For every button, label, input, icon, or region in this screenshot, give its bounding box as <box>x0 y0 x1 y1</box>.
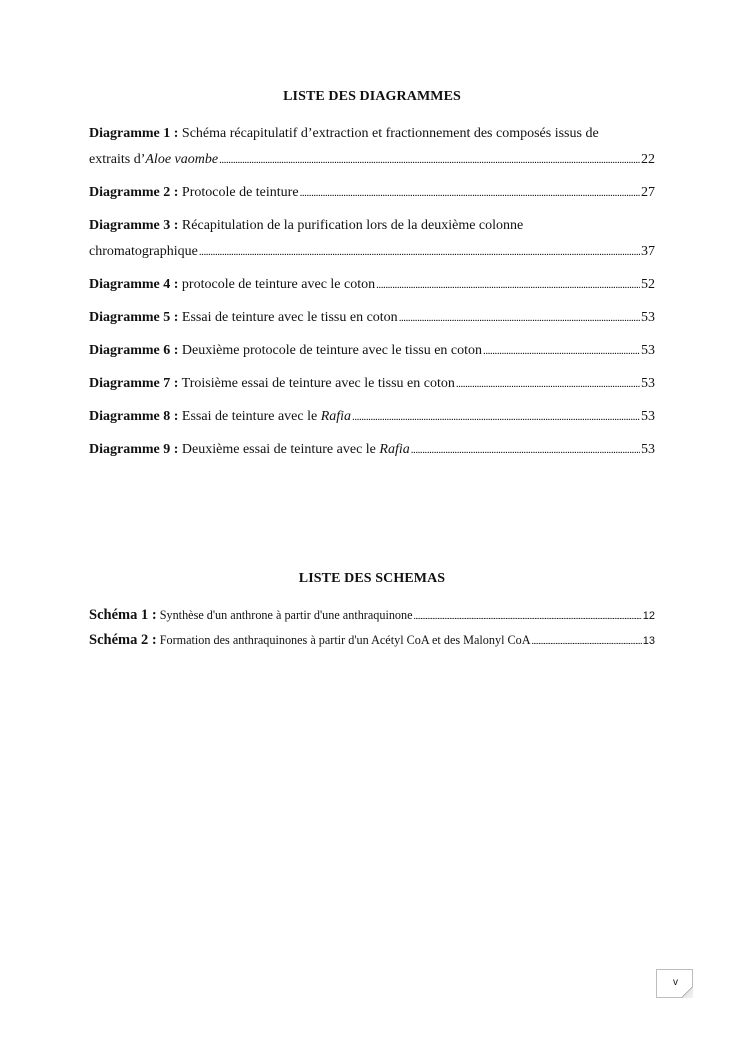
entry-page-number: 27 <box>641 185 655 200</box>
toc-entry-diagram-1[interactable] <box>89 121 655 173</box>
entry-text-italic: Aloe vaombe <box>145 152 219 167</box>
entry-page-number: 53 <box>641 343 655 358</box>
entry-text-italic: Rafia <box>379 442 410 457</box>
entry-text-italic: Rafia <box>320 409 352 424</box>
entry-page-number: 12 <box>642 610 655 622</box>
entry-label: Diagramme 7 : <box>89 376 179 391</box>
entry-label: Diagramme 1 : <box>89 126 179 141</box>
dot-leader <box>300 180 640 206</box>
entry-label: Schéma 1 : <box>89 607 157 623</box>
dot-leader <box>411 437 640 463</box>
page-curl-icon <box>681 986 693 998</box>
schema-list <box>89 603 655 653</box>
entry-label: Diagramme 6 : <box>89 343 179 358</box>
entry-page-number: 53 <box>641 376 655 391</box>
entry-page-number: 53 <box>641 442 655 457</box>
dot-leader <box>456 371 640 397</box>
entry-text: protocole de teinture avec le coton <box>178 277 376 292</box>
page-number: v <box>673 977 678 988</box>
entry-label: Diagramme 3 : <box>89 218 179 233</box>
entry-label: Diagramme 4 : <box>89 277 179 292</box>
entry-text: Essai de teinture avec le <box>178 409 321 424</box>
entry-text: Essai de teinture avec le tissu en coton <box>178 310 398 325</box>
entry-label: Diagramme 9 : <box>89 442 179 457</box>
toc-entry-diagram-8[interactable] <box>89 404 655 430</box>
entry-text: Protocole de teinture <box>178 185 299 200</box>
dot-leader <box>199 239 640 265</box>
entry-page-number: 22 <box>641 152 655 167</box>
dot-leader <box>483 338 640 364</box>
toc-entry-diagram-5[interactable] <box>89 305 655 331</box>
dot-leader <box>352 404 640 430</box>
dot-leader <box>414 604 642 628</box>
entry-text: Schéma récapitulatif d’extraction et fractionnement des composés issus de <box>178 126 599 141</box>
entry-page-number: 53 <box>641 409 655 424</box>
toc-entry-diagram-6[interactable] <box>89 338 655 364</box>
entry-label: Schéma 2 : <box>89 632 157 648</box>
entry-label: Diagramme 8 : <box>89 409 179 424</box>
page-number-box <box>656 969 693 998</box>
entry-label: Diagramme 5 : <box>89 310 179 325</box>
list-title-diagrams: LISTE DES DIAGRAMMES <box>283 89 461 104</box>
entry-page-number: 52 <box>641 277 655 292</box>
entry-text-cont: chromatographique <box>89 244 198 259</box>
entry-label: Diagramme 2 : <box>89 185 179 200</box>
list-title-schemas: LISTE DES SCHEMAS <box>298 571 446 586</box>
toc-entry-schema-2[interactable] <box>89 628 655 653</box>
entry-page-number: 13 <box>642 635 655 647</box>
toc-entry-diagram-2[interactable] <box>89 180 655 206</box>
entry-text: Formation des anthraquinones à partir d'un Acétyl CoA et des Malonyl CoA <box>156 633 531 647</box>
entry-page-number: 37 <box>641 244 655 259</box>
toc-entry-diagram-4[interactable] <box>89 272 655 298</box>
entry-text: Synthèse d'un anthrone à partir d'une anthraquinone <box>156 608 413 622</box>
entry-text-cont: extraits d’ <box>89 152 146 167</box>
dot-leader <box>532 629 642 653</box>
dot-leader <box>219 147 640 173</box>
dot-leader <box>376 272 640 298</box>
entry-text: Récapitulation de la purification lors de la deuxième colonne <box>178 218 524 233</box>
toc-entry-diagram-9[interactable] <box>89 437 655 463</box>
entry-text: Deuxième essai de teinture avec le <box>178 442 380 457</box>
dot-leader <box>399 305 640 331</box>
entry-page-number: 53 <box>641 310 655 325</box>
diagram-list <box>89 121 655 463</box>
toc-entry-diagram-7[interactable] <box>89 371 655 397</box>
entry-text: Troisième essai de teinture avec le tissu en coton <box>178 376 455 391</box>
toc-entry-schema-1[interactable] <box>89 603 655 628</box>
toc-entry-diagram-3[interactable] <box>89 213 655 265</box>
entry-text: Deuxième protocole de teinture avec le tissu en coton <box>178 343 483 358</box>
